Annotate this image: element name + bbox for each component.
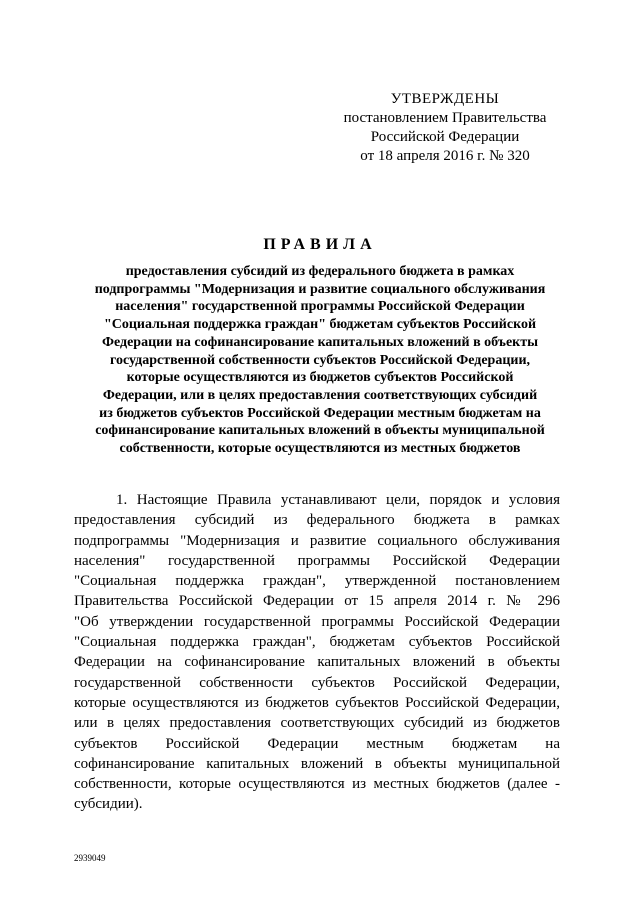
approval-line: Российской Федерации bbox=[370, 129, 520, 145]
paragraph-line: государственной собственности субъектов Российской Федерации, bbox=[74, 674, 560, 691]
paragraph-line: "Социальная поддержка граждан", бюджетам субъектов Российской bbox=[74, 634, 560, 651]
paragraph-1 bbox=[74, 490, 560, 815]
subtitle-line: которые осуществляются из бюджетов субъектов Российской bbox=[126, 370, 514, 386]
approval-line: от 18 апреля 2016 г. № 320 bbox=[360, 148, 530, 164]
approval-block bbox=[330, 90, 560, 166]
document-id: 2939049 bbox=[74, 853, 106, 863]
paragraph-line: или в целях предоставления соответствующих субсидий из бюджетов bbox=[74, 715, 560, 732]
subtitle-line: государственной собственности субъектов Российской Федерации, bbox=[109, 352, 531, 368]
paragraph-line: Правительства Российской Федерации от 15 апреля 2014 г. № 296 bbox=[74, 593, 560, 610]
subtitle-line: из бюджетов субъектов Российской Федерации местным бюджетам на bbox=[99, 405, 541, 421]
paragraph-line: "Об утверждении государственной программы Российской Федерации bbox=[74, 613, 560, 630]
document-subtitle bbox=[72, 263, 568, 458]
paragraph-line: подпрограммы "Модернизация и развитие социального обслуживания bbox=[74, 532, 560, 549]
paragraph-line: 1. Настоящие Правила устанавливают цели, порядок и условия bbox=[116, 492, 560, 508]
subtitle-line: Федерации на софинансирование капитальных вложений в объекты bbox=[101, 334, 539, 350]
subtitle-line: собственности, которые осуществляются из местных бюджетов bbox=[119, 441, 521, 457]
paragraph-line: собственности, которые осуществляются из местных бюджетов (далее - bbox=[74, 776, 560, 793]
paragraph-line: "Социальная поддержка граждан", утвержденной постановлением bbox=[74, 573, 560, 590]
approval-line: постановлением Правительства bbox=[343, 110, 547, 126]
approval-heading: УТВЕРЖДЕНЫ bbox=[390, 91, 500, 107]
subtitle-line: софинансирование капитальных вложений в объекты муниципальной bbox=[95, 423, 545, 439]
paragraph-line: субъектов Российской Федерации местным бюджетам на bbox=[74, 735, 560, 752]
paragraph-line: предоставления субсидий из федерального бюджета в рамках bbox=[74, 512, 560, 529]
subtitle-line: "Социальная поддержка граждан" бюджетам субъектов Российской bbox=[103, 317, 537, 333]
subtitle-line: подпрограммы "Модернизация и развитие социального обслуживания bbox=[94, 281, 546, 297]
paragraph-line: Федерации на софинансирование капитальных вложений в объекты bbox=[74, 654, 560, 671]
paragraph-line: субсидии). bbox=[74, 796, 143, 813]
subtitle-line: населения" государственной программы Российской Федерации bbox=[115, 299, 525, 315]
subtitle-line: предоставления субсидий из федерального бюджета в рамках bbox=[125, 264, 515, 279]
paragraph-line: софинансирование капитальных вложений в объекты муниципальной bbox=[74, 755, 560, 772]
subtitle-line: Федерации, или в целях предоставления соответствующих субсидий bbox=[102, 387, 538, 403]
paragraph-line: которые осуществляются из бюджетов субъектов Российской Федерации, bbox=[74, 694, 560, 711]
document-title: ПРАВИЛА bbox=[263, 236, 377, 253]
paragraph-line: населения" государственной программы Российской Федерации bbox=[74, 552, 560, 569]
